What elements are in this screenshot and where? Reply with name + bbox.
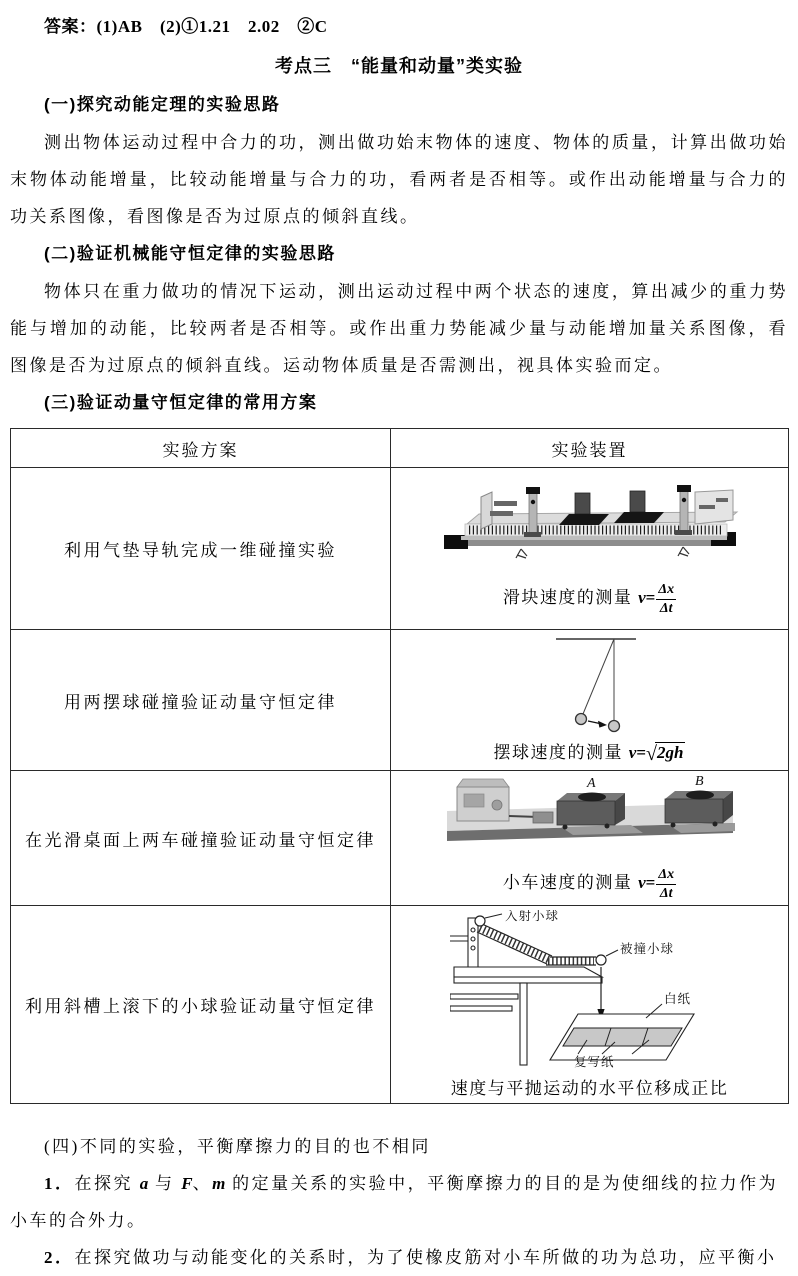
incident-ball-label: 入射小球: [504, 910, 559, 924]
struck-ball: [596, 955, 606, 965]
track-foot-left: [516, 549, 527, 558]
var-v: v: [638, 588, 646, 608]
var-m: m: [212, 1174, 226, 1194]
section4-item1-line2: 小车的合外力。: [10, 1211, 147, 1231]
cart-a-label: A: [586, 776, 596, 791]
white-paper-label: 白纸: [663, 992, 691, 1007]
subsection-1-body: 测出物体运动过程中合力的功，测出做功始末物体的速度、物体的质量，计算出做功始末物体动能增量，比较动能增量与合力的功，看两者是否相等。或作出动能增量与合力的功关系图像，看图像是否为过原点的倾斜直线。: [10, 133, 788, 226]
caption-text: 小车速度的测量: [502, 873, 639, 893]
answer-label: 答案：: [44, 17, 97, 36]
carbon-paper-label: 复写纸: [573, 1055, 615, 1069]
carts-diagram: [445, 775, 735, 855]
subsection-1-title: (一)探究动能定理的实验思路: [44, 95, 281, 114]
item2-number: 2．: [44, 1248, 75, 1268]
device-cell: [391, 468, 789, 630]
pendulum-ball-left: [575, 714, 586, 725]
subsection-2-title: (二)验证机械能守恒定律的实验思路: [44, 244, 336, 263]
equals-sign: =: [645, 588, 656, 608]
item1-number: 1．: [44, 1174, 75, 1194]
equals-sign: =: [645, 873, 656, 893]
pendulum-ball-right: [608, 721, 619, 732]
equals-sign: =: [636, 743, 647, 762]
denominator: Δt: [659, 885, 673, 901]
struck-ball-label: 被撞小球: [619, 942, 674, 957]
cart-b-label: B: [694, 775, 704, 789]
var-F: F: [181, 1174, 193, 1194]
denominator: Δt: [659, 601, 673, 616]
timer-device: [457, 779, 553, 823]
answer-value: (1)AB (2)①1.21 2.02 ②C: [96, 17, 328, 36]
var-a: a: [139, 1174, 149, 1194]
left-bumper: [481, 492, 492, 529]
cart-b: [665, 791, 735, 834]
chute-stand: [450, 918, 478, 968]
numerator: Δx: [656, 867, 676, 885]
item1-text-pre: 在探究: [74, 1174, 140, 1194]
air-track-diagram: [437, 480, 742, 572]
device-caption: 速度与平抛运动的水平位移成正比: [450, 1079, 729, 1099]
subsection-3-title: (三)验证动量守恒定律的常用方案: [44, 393, 318, 412]
page-title: 考点三 “能量和动量”类实验: [275, 56, 523, 76]
table-header-row: [11, 429, 789, 468]
table-row-pendulum: [11, 630, 789, 771]
caption-text: 摆球速度的测量: [493, 743, 629, 762]
caption-text: 滑块速度的测量: [502, 588, 639, 608]
scheme-text: 用两摆球碰撞验证动量守恒定律: [11, 630, 391, 771]
incline-chute: [480, 928, 550, 960]
device-caption: [503, 867, 676, 901]
radical-sign: √: [646, 743, 657, 765]
glider-right: [614, 491, 664, 523]
fraction-dx-dt: [656, 582, 676, 616]
item1-join1: 与: [148, 1174, 182, 1194]
item1-join2: 、: [192, 1174, 213, 1194]
subsection-2-body: 物体只在重力做功的情况下运动，测出运动过程中两个状态的速度，算出减少的重力势能与增加的动能，比较两者是否相等。或作出重力势能减少量与动能增加量关系图像，看图像是否为过原点的倾斜直线。运动物体质量是否需测出，视具体实验而定。: [10, 282, 788, 375]
glider-left: [559, 493, 609, 525]
scheme-text: 利用气垫导轨完成一维碰撞实验: [11, 468, 391, 630]
incident-ball: [475, 916, 485, 926]
track-base: [457, 540, 725, 546]
pendulum-diagram: [530, 634, 650, 734]
device-caption: [503, 582, 676, 616]
numerator: Δx: [656, 582, 676, 600]
table-row-chute: [11, 906, 789, 1104]
section4-item1: [10, 1165, 788, 1202]
device-cell: [391, 630, 789, 771]
chute-diagram: [450, 910, 730, 1068]
device-caption: [494, 738, 686, 766]
experiment-table: [10, 428, 789, 1104]
track-foot-right: [678, 547, 689, 556]
device-cell: [391, 771, 789, 906]
column-header-device: 实验装置: [391, 429, 789, 468]
item2-text: 在探究做功与动能变化的关系时，为了使橡皮筋对小车所做的功为总功，应平衡小: [74, 1248, 777, 1268]
string-slanted: [583, 639, 614, 714]
var-v: v: [628, 743, 637, 762]
carbon-paper: [563, 1028, 682, 1046]
item1-text-post: 的定量关系的实验中，平衡摩擦力的目的是为使细线的拉力作为: [225, 1174, 779, 1194]
var-v: v: [638, 873, 646, 893]
column-header-scheme: 实验方案: [11, 429, 391, 468]
subsection-4-title: (四)不同的实验，平衡摩擦力的目的也不相同: [44, 1137, 431, 1157]
radicand: 2gh: [657, 743, 684, 762]
section4-item2: [10, 1239, 788, 1276]
fraction-dx-dt: [656, 867, 676, 901]
table-row-air-track: [11, 468, 789, 630]
device-cell: [391, 906, 789, 1104]
table-row-carts: [11, 771, 789, 906]
scheme-text: 在光滑桌面上两车碰撞验证动量守恒定律: [11, 771, 391, 906]
answer-line: [10, 10, 788, 44]
scheme-text: 利用斜槽上滚下的小球验证动量守恒定律: [11, 906, 391, 1104]
